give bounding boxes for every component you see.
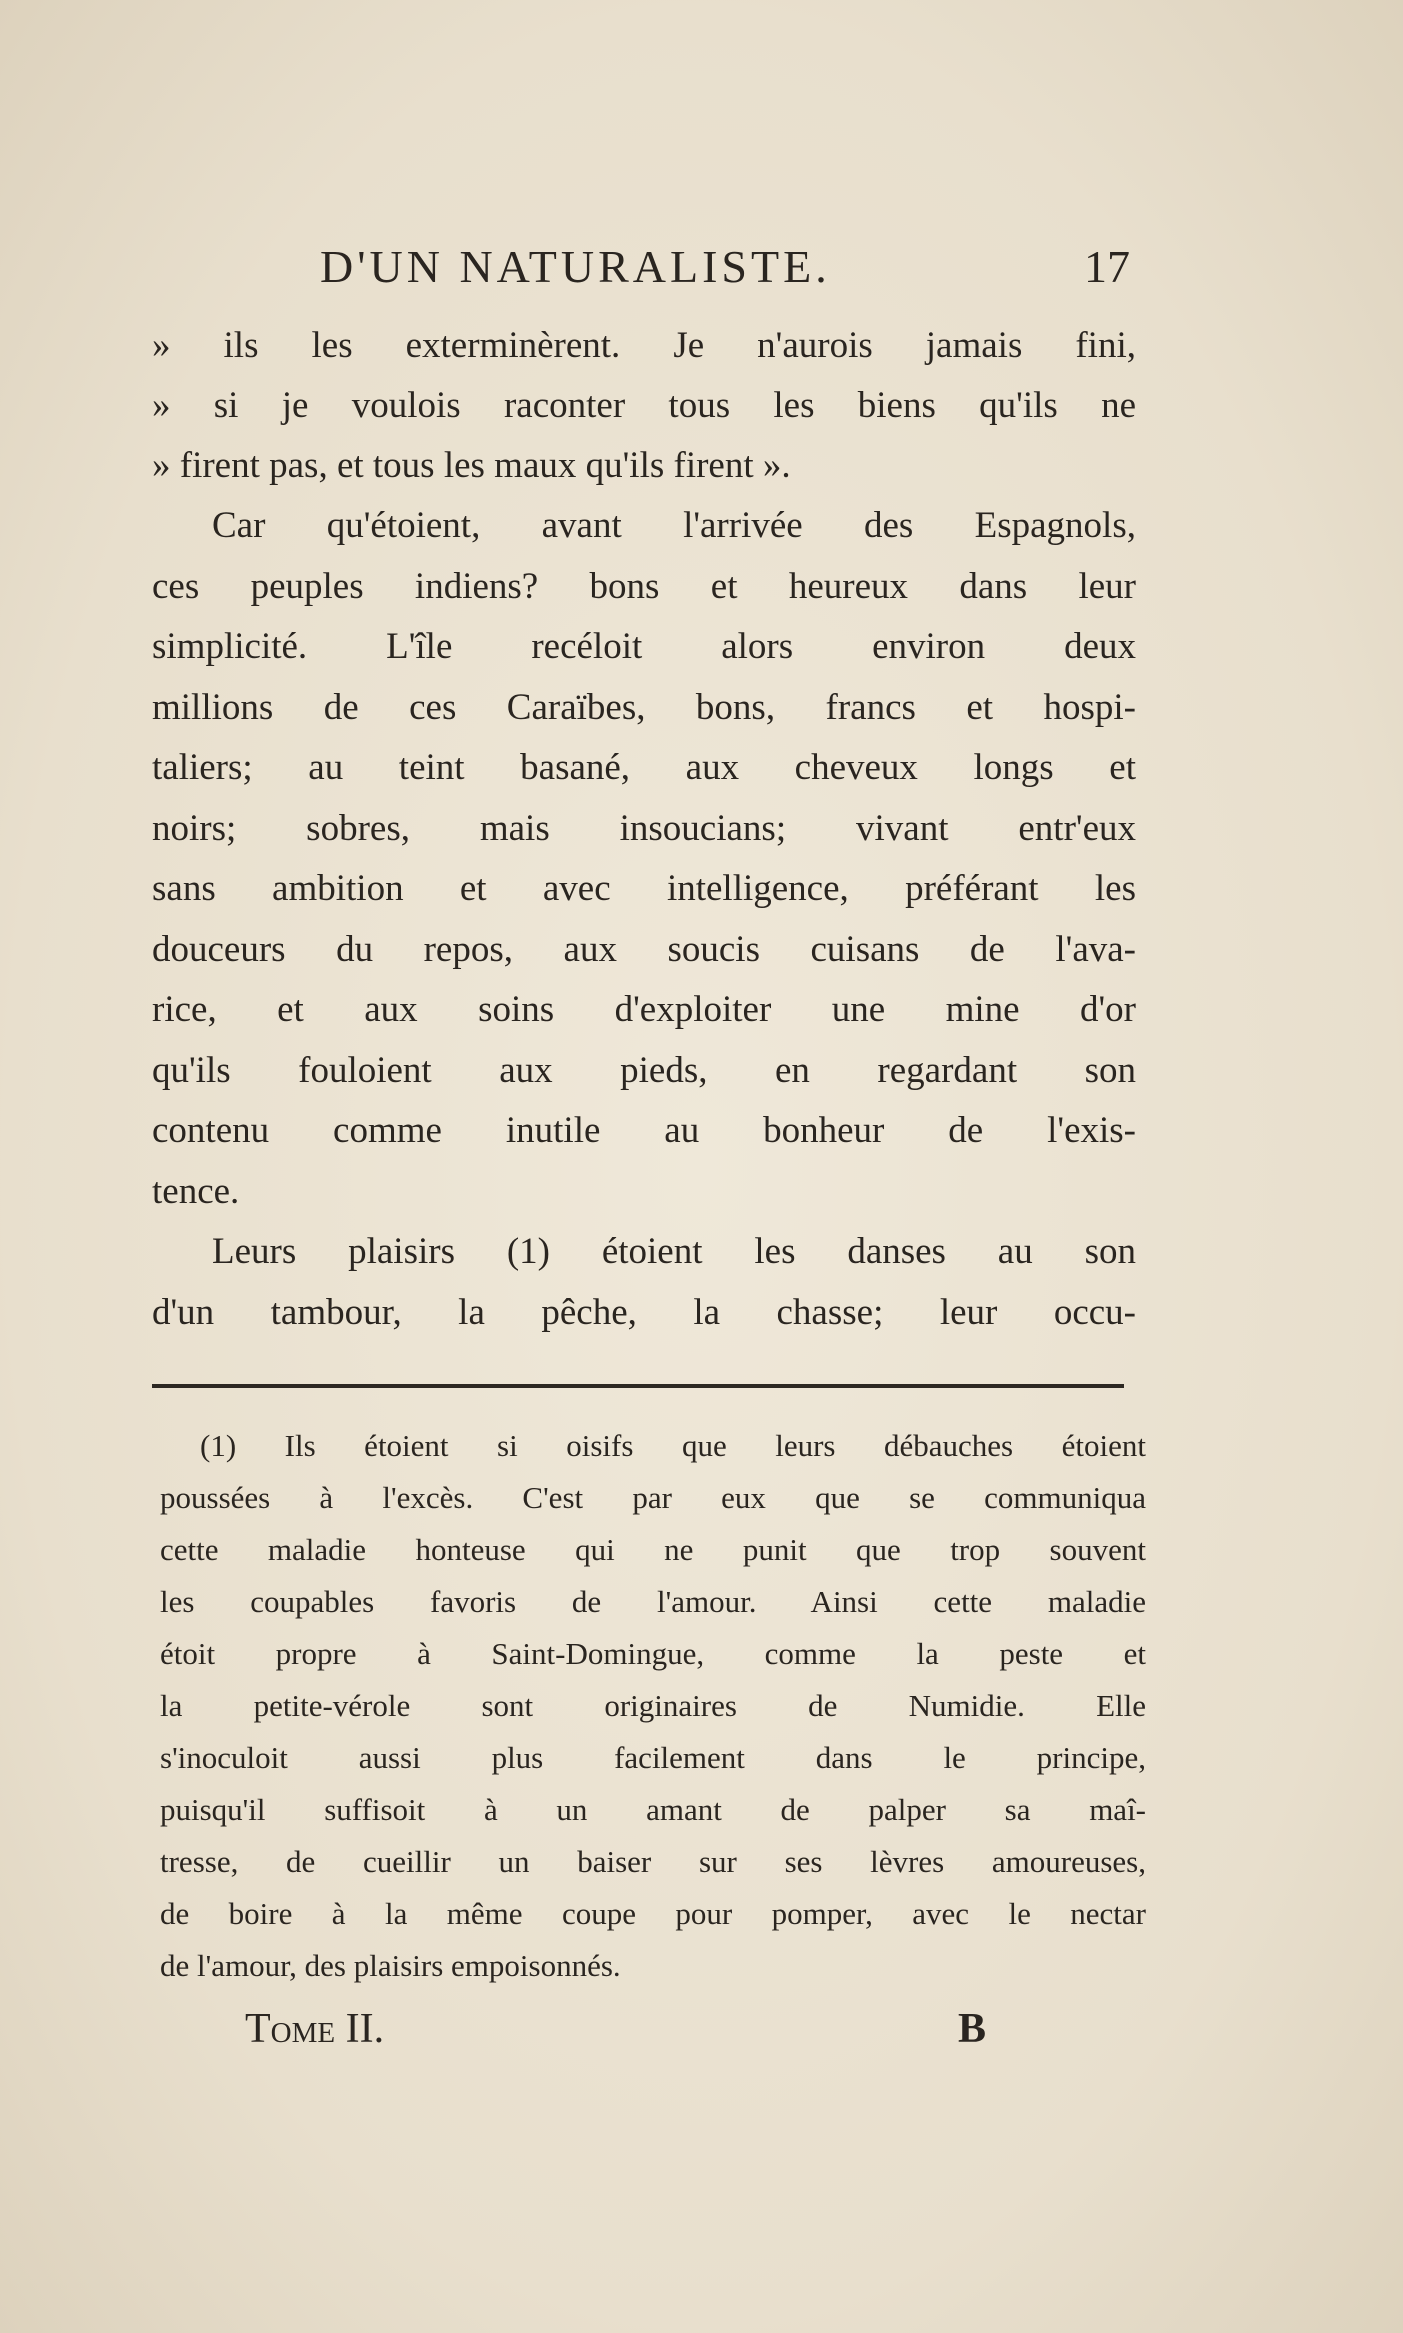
body-line: ces peuples indiens? bons et heureux dans leur <box>152 566 1136 607</box>
body-line: » ils les exterminèrent. Je n'aurois jamais fini, <box>152 325 1136 366</box>
footnote-line: puisqu'il suffisoit à un amant de palper sa maî- <box>160 1792 1146 1827</box>
footnote-line: de l'amour, des plaisirs empoisonnés. <box>160 1948 621 1983</box>
body-line: simplicité. L'île recéloit alors environ deux <box>152 626 1136 667</box>
body-line: taliers; au teint basané, aux cheveux longs et <box>152 747 1136 788</box>
footnote-line: (1) Ils étoient si oisifs que leurs débauches étoient <box>200 1428 1146 1463</box>
footnote-line: poussées à l'excès. C'est par eux que se communiqua <box>160 1480 1146 1515</box>
body-line: douceurs du repos, aux soucis cuisans de l'ava- <box>152 929 1136 970</box>
body-line: Car qu'étoient, avant l'arrivée des Espagnols, <box>212 505 1136 546</box>
body-line: noirs; sobres, mais insoucians; vivant entr'eux <box>152 808 1136 849</box>
body-line: tence. <box>152 1171 240 1212</box>
body-line: d'un tambour, la pêche, la chasse; leur occu- <box>152 1292 1136 1333</box>
footnote-line: étoit propre à Saint-Domingue, comme la peste et <box>160 1636 1146 1671</box>
body-line: qu'ils fouloient aux pieds, en regardant son <box>152 1050 1136 1091</box>
footnote-rule <box>152 1384 1124 1388</box>
running-title: D'UN NATURALISTE. <box>320 241 831 292</box>
body-line: sans ambition et avec intelligence, préférant les <box>152 868 1136 909</box>
volume-label: Tome II. <box>245 2006 385 2052</box>
footnote-line: la petite-vérole sont originaires de Numidie. Elle <box>160 1688 1146 1723</box>
footnote-line: s'inoculoit aussi plus facilement dans le principe, <box>160 1740 1146 1775</box>
body-line: » si je voulois raconter tous les biens qu'ils ne <box>152 385 1136 426</box>
page-header <box>320 240 1130 300</box>
body-line: contenu comme inutile au bonheur de l'exis- <box>152 1110 1136 1151</box>
body-line: millions de ces Caraïbes, bons, francs et hospi- <box>152 687 1136 728</box>
body-line: rice, et aux soins d'exploiter une mine d'or <box>152 989 1136 1030</box>
body-line: Leurs plaisirs (1) étoient les danses au son <box>212 1231 1136 1272</box>
footnote-line: tresse, de cueillir un baiser sur ses lèvres amoureuses, <box>160 1844 1146 1879</box>
signature-mark: B <box>958 2006 987 2052</box>
body-line: » firent pas, et tous les maux qu'ils firent ». <box>152 445 791 486</box>
footnote-line: de boire à la même coupe pour pomper, avec le nectar <box>160 1896 1146 1931</box>
footnote-line: les coupables favoris de l'amour. Ainsi cette maladie <box>160 1584 1146 1619</box>
footnote-line: cette maladie honteuse qui ne punit que trop souvent <box>160 1532 1146 1567</box>
page-number: 17 <box>1084 241 1130 292</box>
